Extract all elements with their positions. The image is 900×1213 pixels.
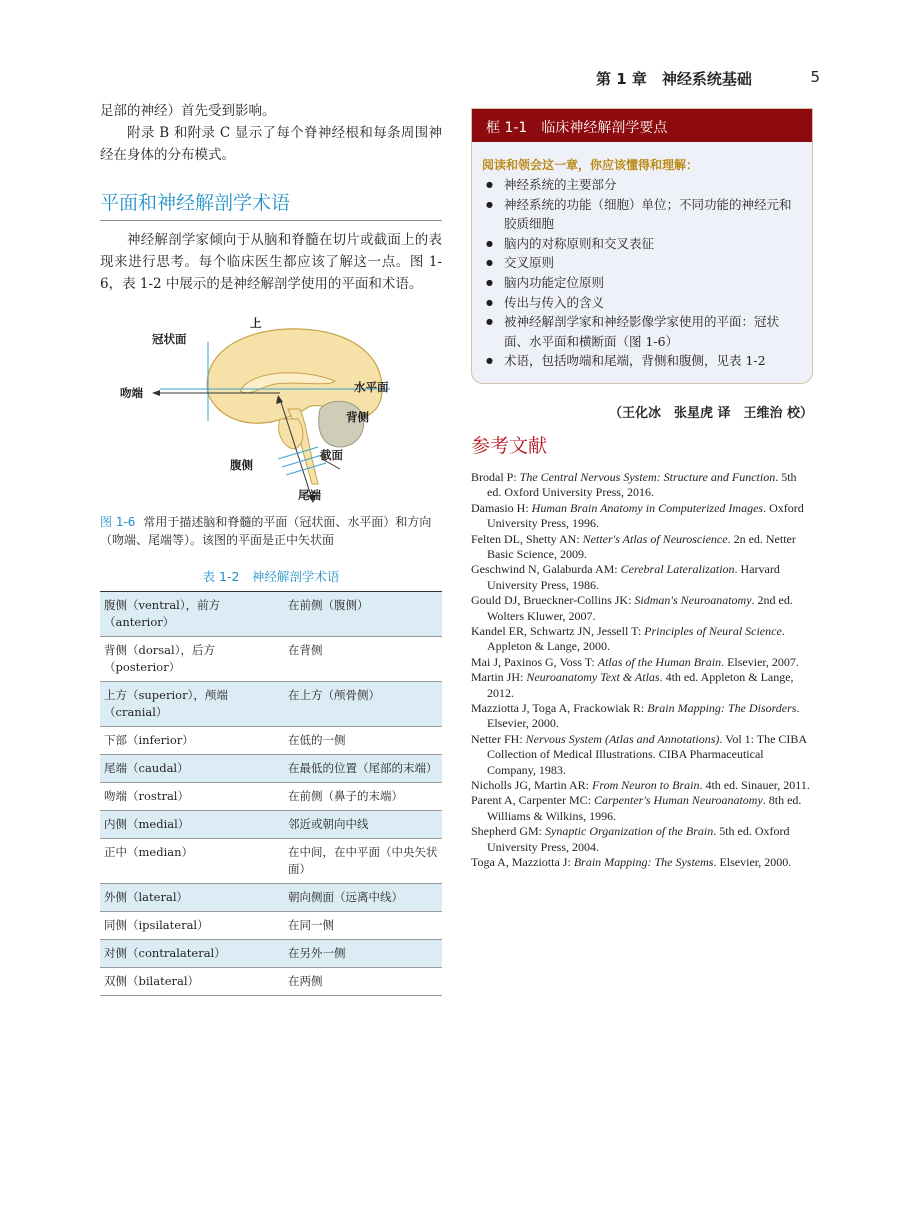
label-transverse-section: 截面	[320, 448, 343, 462]
key-points-box	[471, 108, 813, 384]
section-heading: 平面和神经解剖学术语	[100, 188, 442, 221]
list-item: ● 神经系统的主要部分	[482, 175, 802, 195]
term-cell: 同侧（ipsilateral）	[100, 912, 284, 940]
chapter-title: 第 1 章 神经系统基础	[596, 70, 752, 88]
definition-cell: 邻近或朝向中线	[284, 811, 442, 839]
table-row	[100, 884, 442, 912]
label-ventral: 腹侧	[230, 458, 253, 472]
table-row	[100, 637, 442, 682]
definition-cell: 在中间，在中平面（中央矢状面）	[284, 839, 442, 884]
caption-text: 常用于描述脑和脊髓的平面（冠状面、水平面）和方向（吻端、尾端等）。该图的平面是正中矢状面	[100, 515, 432, 547]
translator-credits: （王化冰 张星虎 译 王维治 校）	[608, 405, 813, 421]
reference-item: Nicholls JG, Martin AR: From Neuron to Brain. 4th ed. Sinauer, 2011.	[471, 778, 810, 793]
table-row	[100, 727, 442, 755]
paragraph-appendix: 附录 B 和附录 C 显示了每个脊神经根和每条周围神经在身体的分布模式。	[100, 125, 442, 163]
box-intro: 阅读和领会这一章，你应该懂得和理解：	[482, 158, 699, 172]
term-cell: 对侧（contralateral）	[100, 940, 284, 968]
left-column	[100, 100, 442, 996]
list-item: ● 术语，包括吻端和尾端，背侧和腹侧，见表 1-2	[482, 351, 802, 371]
table-title: 表 1-2 神经解剖学术语	[202, 569, 340, 584]
term-cell: 背侧（dorsal），后方（posterior）	[100, 637, 284, 682]
reference-item: Brodal P: The Central Nervous System: Structure and Function. 5th ed. Oxford University Press, 2016.	[471, 469, 797, 500]
definition-cell: 在低的一侧	[284, 727, 442, 755]
table-row	[100, 940, 442, 968]
term-cell: 内侧（medial）	[100, 811, 284, 839]
table-row	[100, 839, 442, 884]
list-item: ● 传出与传入的含义	[482, 293, 802, 313]
table-row	[100, 682, 442, 727]
running-head	[596, 68, 820, 89]
reference-item: Toga A, Mazziotta J: Brain Mapping: The Systems. Elsevier, 2000.	[471, 855, 792, 870]
reference-item: Gould DJ, Brueckner-Collins JK: Sidman's Neuroanatomy. 2nd ed. Wolters Kluwer, 2007.	[471, 593, 793, 623]
definition-cell: 在上方（颅骨侧）	[284, 682, 442, 727]
definition-cell: 在同一侧	[284, 912, 442, 940]
term-cell: 腹侧（ventral），前方（anterior）	[100, 592, 284, 637]
list-item: ● 脑内功能定位原则	[482, 273, 802, 293]
definition-cell: 在前侧（腹侧）	[284, 592, 442, 637]
label-rostral: 吻端	[120, 386, 143, 400]
list-item: ● 神经系统的功能（细胞）单位；不同功能的神经元和胶质细胞	[482, 195, 802, 234]
label-horizontal-plane: 水平面	[354, 380, 389, 394]
table-row	[100, 755, 442, 783]
references-heading: 参考文献	[471, 434, 548, 457]
reference-item: Netter FH: Nervous System (Atlas and Annotations). Vol 1: The CIBA Collection of Medical Illustrations. CIBA Pharmaceutical Company, 1983.	[471, 731, 807, 777]
box-title: 框 1-1 临床神经解剖学要点	[472, 109, 812, 142]
table-row	[100, 912, 442, 940]
label-dorsal: 背侧	[346, 410, 369, 424]
term-cell: 尾端（caudal）	[100, 755, 284, 783]
definition-cell: 在两侧	[284, 968, 442, 996]
term-cell: 外侧（lateral）	[100, 884, 284, 912]
paragraph-planes: 神经解剖学家倾向于从脑和脊髓在切片或截面上的表现来进行思考。每个临床医生都应该了解这一点。图 1-6，表 1-2 中展示的是神经解剖学使用的平面和术语。	[100, 232, 442, 292]
reference-item: Damasio H: Human Brain Anatomy in Computerized Images. Oxford University Press, 1996.	[471, 500, 804, 531]
page-number: 5	[810, 68, 820, 86]
list-item: ● 被神经解剖学家和神经影像学家使用的平面：冠状面、水平面和横断面（图 1-6）	[482, 312, 802, 351]
reference-item: Parent A, Carpenter MC: Carpenter's Human Neuroanatomy. 8th ed. Williams & Wilkins, 1996.	[471, 793, 802, 823]
definition-cell: 在另外一侧	[284, 940, 442, 968]
paragraph-continuation: 足部的神经）首先受到影响。	[100, 103, 276, 119]
label-coronal-plane: 冠状面	[152, 332, 187, 346]
figure-brain-planes	[100, 309, 442, 509]
definition-cell: 在背侧	[284, 637, 442, 682]
right-column	[471, 108, 813, 871]
term-cell: 下部（inferior）	[100, 727, 284, 755]
figure-caption	[100, 513, 442, 549]
reference-item: Felten DL, Shetty AN: Netter's Atlas of Neuroscience. 2n ed. Netter Basic Science, 2009.	[471, 531, 796, 561]
definition-cell: 在最低的位置（尾部的末端）	[284, 755, 442, 783]
table-row	[100, 811, 442, 839]
list-item: ● 脑内的对称原则和交叉表征	[482, 234, 802, 254]
reference-item: Mazziotta J, Toga A, Frackowiak R: Brain Mapping: The Disorders. Elsevier, 2000.	[471, 701, 800, 731]
label-superior: 上	[250, 316, 262, 330]
reference-item: Geschwind N, Galaburda AM: Cerebral Lateralization. Harvard University Press, 1986.	[471, 562, 780, 592]
term-cell: 吻端（rostral）	[100, 783, 284, 811]
key-points-list	[482, 175, 802, 371]
list-item: ● 交叉原则	[482, 253, 802, 273]
table-row	[100, 592, 442, 637]
references-list	[471, 470, 813, 871]
reference-item: Mai J, Paxinos G, Voss T: Atlas of the Human Brain. Elsevier, 2007.	[471, 654, 799, 669]
table-row	[100, 968, 442, 996]
reference-item: Shepherd GM: Synaptic Organization of the Brain. 5th ed. Oxford University Press, 2004.	[471, 824, 790, 854]
table-row	[100, 783, 442, 811]
figure-number: 图 1-6	[100, 515, 136, 529]
label-caudal: 尾端	[298, 488, 321, 502]
term-cell: 双侧（bilateral）	[100, 968, 284, 996]
definition-cell: 在前侧（鼻子的末端）	[284, 783, 442, 811]
reference-item: Kandel ER, Schwartz JN, Jessell T: Principles of Neural Science. Appleton & Lange, 2000.	[471, 624, 785, 654]
definition-cell: 朝向侧面（远离中线）	[284, 884, 442, 912]
term-cell: 上方（superior），颅端（cranial）	[100, 682, 284, 727]
reference-item: Martin JH: Neuroanatomy Text & Atlas. 4th ed. Appleton & Lange, 2012.	[471, 670, 794, 700]
terms-table	[100, 591, 442, 996]
term-cell: 正中（median）	[100, 839, 284, 884]
